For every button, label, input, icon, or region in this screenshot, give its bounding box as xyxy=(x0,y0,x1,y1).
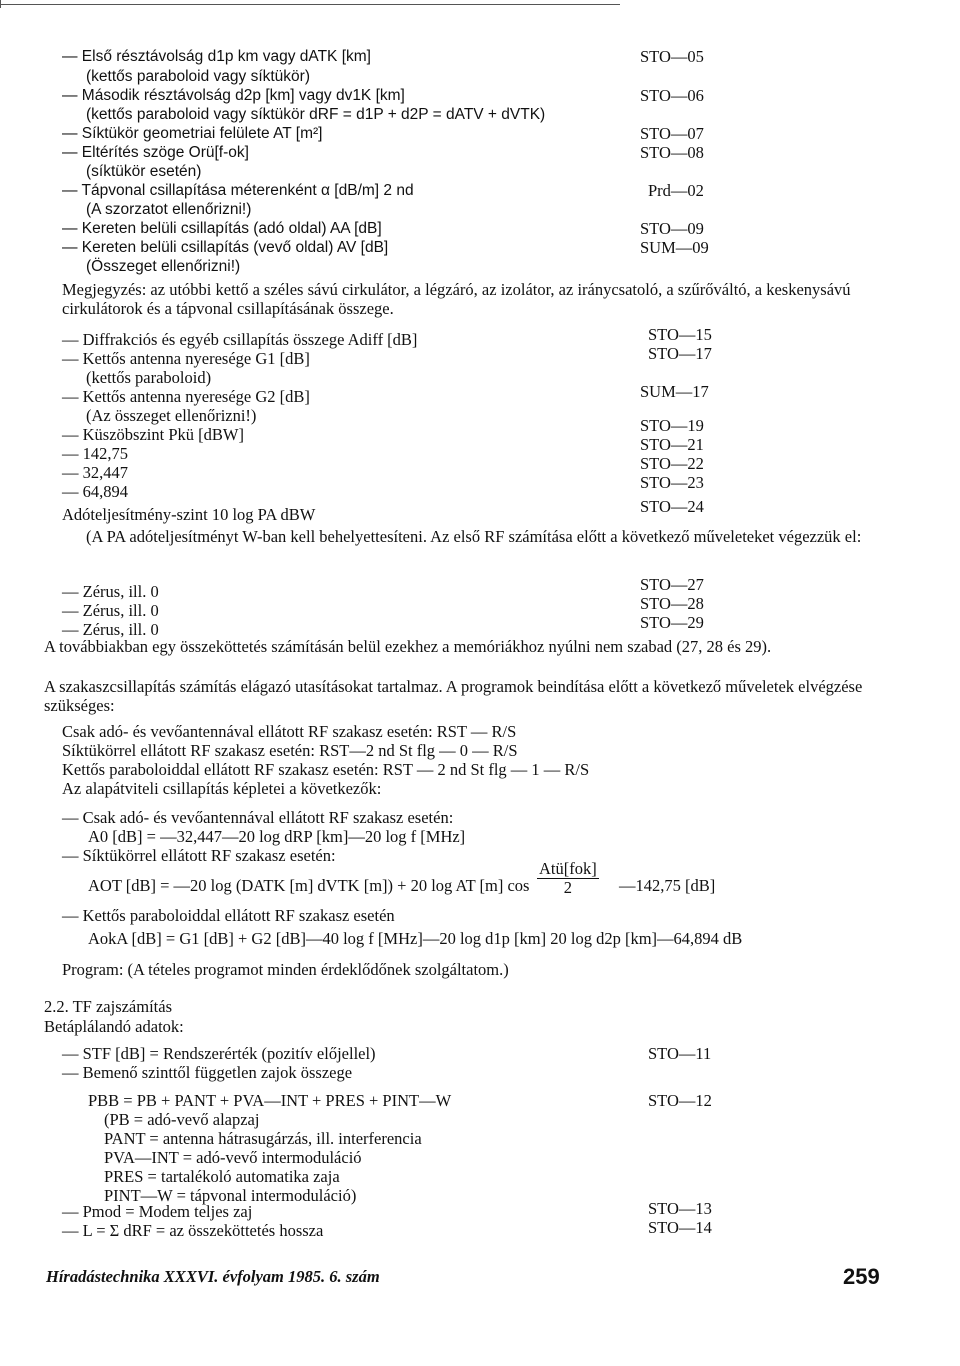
register-code: STO—12 xyxy=(648,1091,712,1110)
text-line: — Zérus, ill. 0 xyxy=(62,582,159,601)
text-line: — Síktükörrel ellátott RF szakasz esetén: xyxy=(62,846,336,865)
text-line: PANT = antenna hátrasugárzás, ill. interferencia xyxy=(104,1129,422,1148)
register-code: STO—06 xyxy=(640,86,704,105)
text-line: 2.2. TF zajszámítás xyxy=(44,997,173,1016)
text-line: — Csak adó- és vevőantennával ellátott RF szakasz esetén: xyxy=(62,808,454,827)
register-code: STO—29 xyxy=(640,613,704,632)
text-line: AOT [dB] = —20 log (DATK [m] dVTK [m]) + 20 log AT [m] cos xyxy=(88,876,530,895)
paragraph: A szakaszcsillapítás számítás elágazó utasításokat tartalmaz. A programok beindítása előtt a következő műveletek elvégzése szükséges: xyxy=(44,677,863,715)
register-code: STO—08 xyxy=(640,143,704,162)
text-line: — STF [dB] = Rendszerérték (pozitív előjellel) xyxy=(62,1044,376,1063)
text-line: — L = Σ dRF = az összeköttetés hossza xyxy=(62,1221,324,1240)
text-line: — Pmod = Modem teljes zaj xyxy=(62,1202,253,1221)
journal-footer: Híradástechnika XXXVI. évfolyam 1985. 6. szám xyxy=(46,1267,380,1286)
text-line: — Síktükör geometriai felülete AT [m²] xyxy=(62,125,323,142)
register-code: STO—07 xyxy=(640,124,704,143)
text-line: — Zérus, ill. 0 xyxy=(62,620,159,639)
text-line: Program: (A tételes programot minden érdeklődőnek szolgáltatom.) xyxy=(62,960,509,979)
text-line: — 64,894 xyxy=(62,482,128,501)
text-line: — Kereten belüli csillapítás (adó oldal) AA [dB] xyxy=(62,220,382,237)
text-line: PRES = tartalékoló automatika zaja xyxy=(104,1167,340,1186)
text-line: — Kettős antenna nyeresége G2 [dB] xyxy=(62,387,310,406)
text-line: PBB = PB + PANT + PVA—INT + PRES + PINT—W xyxy=(88,1091,452,1110)
fraction-numerator: Atü[fok] xyxy=(539,859,597,878)
text-line: PINT—W = tápvonal intermoduláció) xyxy=(104,1186,357,1205)
text-line: (síktükör esetén) xyxy=(86,163,202,180)
register-code: STO—21 xyxy=(640,435,704,454)
text-line: —142,75 [dB] xyxy=(619,876,716,895)
top-rule xyxy=(0,4,620,5)
text-line: — Kettős paraboloiddal ellátott RF szakasz esetén xyxy=(62,906,395,925)
text-line: (kettős paraboloid) xyxy=(86,368,212,387)
register-code: STO—13 xyxy=(648,1199,712,1218)
register-code: STO—09 xyxy=(640,219,704,238)
corner-tick xyxy=(0,0,1,8)
text-line: (A szorzatot ellenőrizni!) xyxy=(86,201,252,218)
text-line: — Tápvonal csillapítása méterenként α [dB/m] 2 nd xyxy=(62,182,414,199)
text-line: Betáplálandó adatok: xyxy=(44,1017,184,1036)
text-line: — Második résztávolság d2p [km] vagy dv1K [km] xyxy=(62,87,405,104)
register-code: STO—28 xyxy=(640,594,704,613)
text-line: (Összeget ellenőrizni!) xyxy=(86,258,241,275)
paragraph: A továbbiakban egy összeköttetés számításán belül ezekhez a memóriákhoz nyúlni nem szabad (27, 28 és 29). xyxy=(44,637,772,656)
register-code: STO—15 xyxy=(648,325,712,344)
text-line: Az alapátviteli csillapítás képletei a következők: xyxy=(62,779,382,798)
text-line: Kettős paraboloiddal ellátott RF szakasz esetén: RST — 2 nd St flg — 1 — R/S xyxy=(62,760,590,779)
register-code: SUM—17 xyxy=(640,382,709,401)
register-code: SUM—09 xyxy=(640,238,709,257)
text-line: — Diffrakciós és egyéb csillapítás összege Adiff [dB] xyxy=(62,330,418,349)
register-code: Prd—02 xyxy=(648,181,704,200)
paragraph: Megjegyzés: az utóbbi kettő a széles sávú cirkulátor, a légzáró, az izolátor, az iránycsatoló, a szűrőváltó, a keskenysávú cirkulátorok és a tápvonal csillapításának összege. xyxy=(62,280,851,318)
register-code: STO—22 xyxy=(640,454,704,473)
register-code: STO—11 xyxy=(648,1044,712,1063)
text-line: — 32,447 xyxy=(62,463,128,482)
cos-fraction xyxy=(537,860,599,897)
text-line: — Kettős antenna nyeresége G1 [dB] xyxy=(62,349,310,368)
paragraph: (A PA adóteljesítményt W-ban kell behelyettesíteni. Az első RF számítása előtt a következő műveleteket végezzük el: xyxy=(86,527,862,546)
text-line: — Bemenő szinttől független zajok összege xyxy=(62,1063,353,1082)
text-line: — Első résztávolság d1p km vagy dATK [km] xyxy=(62,48,371,65)
page-number: 259 xyxy=(843,1264,880,1289)
text-line: Adóteljesítmény-szint 10 log PA dBW xyxy=(62,505,316,524)
register-code: STO—27 xyxy=(640,575,704,594)
text-line: — Küszöbszint Pkü [dBW] xyxy=(62,425,244,444)
text-line: (PB = adó-vevő alapzaj xyxy=(104,1110,260,1129)
fraction-denominator: 2 xyxy=(563,878,572,897)
text-line: — Zérus, ill. 0 xyxy=(62,601,159,620)
text-line: — 142,75 xyxy=(62,444,128,463)
register-code: STO—24 xyxy=(640,497,704,516)
text-line: — Eltérítés szöge Orü[f-ok] xyxy=(62,144,249,161)
register-code: STO—14 xyxy=(648,1218,712,1237)
text-line: A0 [dB] = —32,447—20 log dRP [km]—20 log f [MHz] xyxy=(88,827,466,846)
text-line: Csak adó- és vevőantennával ellátott RF szakasz esetén: RST — R/S xyxy=(62,722,517,741)
text-line: (kettős paraboloid vagy síktükör) xyxy=(86,68,310,85)
register-code: STO—19 xyxy=(640,416,704,435)
text-line: AokA [dB] = G1 [dB] + G2 [dB]—40 log f [MHz]—20 log d1p [km] 20 log d2p [km]—64,894 dB xyxy=(88,929,743,948)
register-code: STO—17 xyxy=(648,344,712,363)
text-line: PVA—INT = adó-vevő intermoduláció xyxy=(104,1148,362,1167)
text-line: — Kereten belüli csillapítás (vevő oldal) AV [dB] xyxy=(62,239,389,256)
text-line: (Az összeget ellenőrizni!) xyxy=(86,406,257,425)
register-code: STO—23 xyxy=(640,473,704,492)
text-line: Síktükörrel ellátott RF szakasz esetén: RST—2 nd St flg — 0 — R/S xyxy=(62,741,518,760)
register-code: STO—05 xyxy=(640,47,704,66)
text-line: (kettős paraboloid vagy síktükör dRF = d1P + d2P = dATV + dVTK) xyxy=(86,106,546,123)
